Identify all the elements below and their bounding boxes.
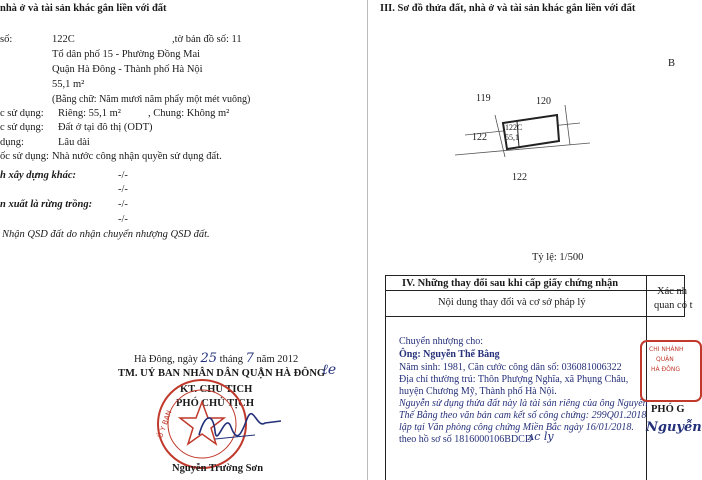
row-value: 122C	[52, 34, 75, 45]
map-scale: Tỷ lệ: 1/500	[532, 252, 584, 263]
stamp-text-1: CHI NHÁNH	[649, 346, 684, 353]
row-value: Nhà nước công nhận quyền sử dụng đất.	[52, 151, 222, 162]
row-purpose	[0, 122, 153, 133]
row-value: Đất ở tại đô thị (ODT)	[58, 122, 153, 133]
row-other-construction	[0, 170, 128, 181]
row-parcel	[0, 34, 242, 45]
entry-line: theo hồ sơ số 1816000106BDCD	[399, 434, 533, 445]
row-address1: Tổ dân phố 15 - Phường Đồng Mai	[52, 49, 201, 60]
entry-line: Thế Bằng theo văn bản cam kết số công chứng: 299Q01.2018	[399, 410, 647, 421]
entry-line: huyện Chương Mỹ, Thành phố Hà Nội.	[399, 386, 557, 397]
row-label: n xuất là rừng trồng:	[0, 199, 93, 210]
stamp-side-title: PHÓ G	[651, 404, 685, 415]
right-heading: III. Sơ đồ thửa đất, nhà ở và tài sản khác gắn liền với đất	[380, 3, 636, 14]
row-value: -/-	[118, 170, 128, 181]
entry-line: Địa chỉ thường trú: Thôn Phượng Nghĩa, xã Phụng Châu,	[399, 374, 629, 385]
entry-line: Chuyển nhượng cho:	[399, 336, 484, 347]
north-marker: B	[668, 58, 676, 69]
date-day: 25	[200, 351, 218, 366]
col-header-content: Nội dung thay đổi và cơ sở pháp lý	[438, 297, 586, 308]
entry-line: lập tại Văn phòng công chứng Miền Bắc ngày 16/01/2018.	[399, 422, 634, 433]
row-other-2: -/-	[118, 184, 128, 195]
svg-text:Ủ Y BAN: Ủ Y BAN	[156, 409, 174, 440]
role-title: PHÓ CHỦ TỊCH	[176, 398, 254, 409]
page-divider	[367, 0, 368, 480]
row-extra: ,tờ bản đồ số: 11	[172, 34, 242, 45]
row-address2: Quận Hà Đông - Thành phố Hà Nội	[52, 64, 203, 75]
stamp-text-2: QUẬN	[656, 356, 674, 363]
kt-title: KT. CHỦ TỊCH	[180, 384, 253, 395]
row-label: c sử dụng:	[0, 108, 44, 119]
signer-name: Nguyễn Trường Sơn	[172, 463, 264, 474]
changes-heading: IV. Những thay đổi sau khi cấp giấy chứng nhận	[402, 278, 619, 289]
row-label: số:	[0, 34, 13, 45]
place-date	[134, 351, 298, 366]
date-month-word: tháng	[219, 354, 243, 365]
note: Nhận QSD đất do nhận chuyển nhượng QSD đất.	[2, 229, 210, 240]
left-border	[385, 315, 386, 480]
row-label: dụng:	[0, 137, 24, 148]
signature-icon	[195, 405, 285, 445]
row-area-words: (Bằng chữ: Năm mươi năm phẩy một mét vuông)	[52, 94, 251, 105]
date-prefix: Hà Đông, ngày	[134, 354, 198, 365]
left-heading: nhà ở và tài sản khác gắn liền với đất	[0, 3, 167, 14]
row-origin	[0, 151, 222, 162]
row-label: h xây dựng khác:	[0, 170, 77, 181]
map-label-120: 120	[536, 96, 551, 107]
initials-mark: ᴧc ly	[528, 430, 554, 443]
entry-line: Năm sinh: 1981, Căn cước công dân số: 036081006322	[399, 362, 622, 373]
row-label: c sử dụng:	[0, 122, 44, 133]
row-value: Lâu dài	[58, 137, 90, 148]
map-label-122-left: 122	[472, 132, 487, 143]
row-usage-form	[0, 108, 230, 119]
side-signer: Nguyễn	[646, 420, 702, 435]
row-value: -/-	[118, 199, 128, 210]
row-term	[0, 137, 90, 148]
col-header-confirm: Xác nh	[657, 286, 688, 297]
handwritten-mark: ℓe	[322, 362, 337, 378]
row-extra: , Chung: Không m²	[148, 108, 230, 119]
map-parcel-id: 122C	[505, 123, 523, 132]
row-forest	[0, 199, 128, 210]
row-value: Riêng: 55,1 m²	[58, 108, 121, 119]
entry-line: Nguyễn sử dụng thửa đất này là tài sản riêng của ông Nguyễn	[399, 398, 648, 409]
date-month: 7	[245, 351, 254, 366]
map-label-119: 119	[476, 93, 491, 104]
row-other-4: -/-	[118, 214, 128, 225]
row-area: 55,1 m²	[52, 79, 85, 90]
row-line	[385, 290, 683, 291]
map-label-122-bottom: 122	[512, 172, 527, 183]
map-parcel-area: 55,1	[505, 133, 519, 142]
entry-line: Ông: Nguyễn Thế Bằng	[399, 349, 500, 360]
date-year: năm 2012	[256, 354, 299, 365]
row-label: ốc sử dụng:	[0, 151, 49, 162]
authority: TM. UỶ BAN NHÂN DÂN QUẬN HÀ ĐÔNG	[118, 368, 326, 379]
stamp-text-3: HÀ ĐÔNG	[651, 366, 681, 373]
col-header-authority: quan có t	[654, 300, 693, 311]
